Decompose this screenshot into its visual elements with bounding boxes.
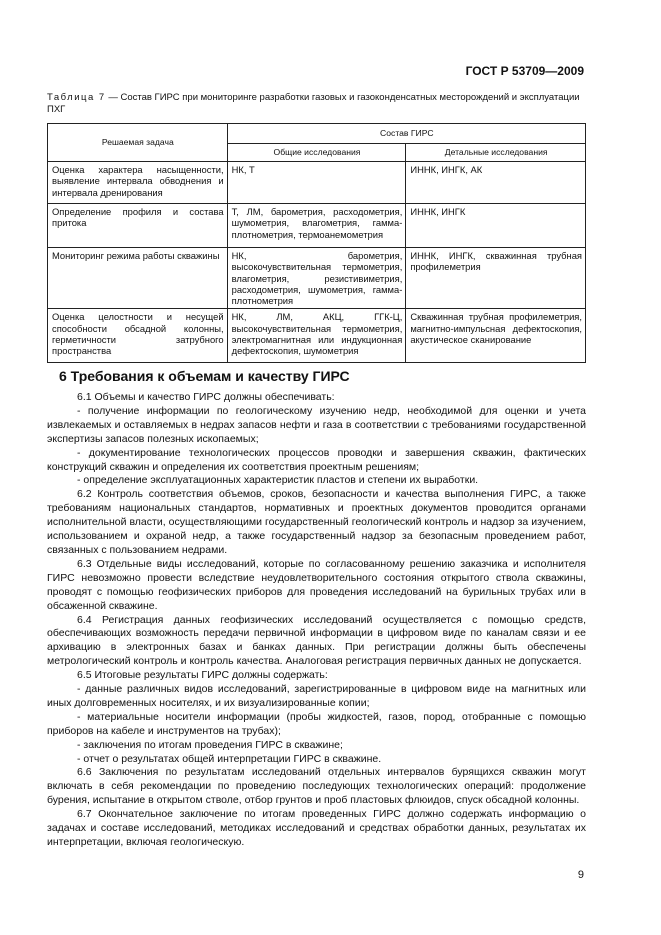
header-detailed: Детальные исследования — [406, 144, 586, 162]
paragraph: 6.1 Объемы и качество ГИРС должны обеспечивать: — [77, 391, 335, 403]
paragraph: 6.5 Итоговые результаты ГИРС должны содержать: — [77, 669, 328, 682]
section-title: 6 Требования к объемам и качеству ГИРС — [59, 368, 350, 384]
paragraph: - отчет о результатах общей интерпретации ГИРС в скважине. — [77, 752, 382, 765]
cell-task: Оценка характера насыщенности, выявление интервала обводнения и интервала дренирования — [48, 162, 228, 204]
paragraph: 6.6 Заключения по результатам исследований отдельных интервалов бурящихся скважин могут включать в себя рекомендации по проведению последующих технологических операций: продолжение бурения, испытание в открытом стволе, отбор грунтов и проб пластовых флюидов, спуск обсадной колонны. — [47, 766, 586, 807]
table-row — [48, 248, 586, 309]
cell-detailed: ИННК, ИНГК — [406, 204, 586, 248]
cell-detailed: Скважинная трубная профилеметрия, магнитно-импульсная дефектоскопия, акустическое сканирование — [406, 309, 586, 363]
paragraph: - данные различных видов исследований, зарегистрированные в цифровом виде на магнитных или иных долговременных носителях, и их визуализированные копии; — [47, 683, 586, 709]
header-composition: Состав ГИРС — [227, 124, 585, 144]
girs-composition-table — [47, 123, 586, 363]
paragraph: 6.4 Регистрация данных геофизических исследований осуществляется с помощью средств, обеспечивающих возможность передачи первичной информации в цифровом виде по каналам связи и ее архивацию в электронных базах и банках данных. При регистрации должны быть обеспечены метрологический контроль и контроль качества. Аналоговая регистрация первичных данных не допускается. — [47, 613, 586, 668]
cell-task: Определение профиля и состава притока — [48, 204, 228, 248]
standard-number: ГОСТ Р 53709—2009 — [465, 64, 584, 78]
paragraph: 6.3 Отдельные виды исследований, которые по согласованному решению заказчика и исполнителя ГИРС невозможно провести вследствие неудовлетворительного состояния открытого ствола скважины, проводят с помощью геофизических приборов для проведения исследований на бурильных трубах или в обсаженной скважине. — [47, 557, 586, 612]
paragraph: - получение информации по геологическому изучению недр, необходимой для оценки и учета извлекаемых и оставляемых в недрах запасов нефти и газа в соответствии с требованиями государственной экспертизы запасов полезных ископаемых; — [47, 404, 586, 445]
paragraph: - заключения по итогам проведения ГИРС в скважине; — [77, 738, 343, 751]
table-caption — [47, 92, 585, 116]
cell-task: Мониторинг режима работы скважины — [48, 248, 228, 309]
header-task: Решаемая задача — [48, 124, 228, 162]
cell-detailed: ИННК, ИНГК, АК — [406, 162, 586, 204]
paragraph: - материальные носители информации (пробы жидкостей, газов, пород, отобранные с помощью приборов на кабеле и инструментов на трубах); — [47, 710, 586, 737]
paragraph: 6.7 Окончательное заключение по итогам проведенных ГИРС должно содержать информацию о задачах и составе исследований, методиках исследований и средствах обработки данных, результатах их интерпретации, включая геологическую. — [47, 808, 586, 848]
header-general: Общие исследования — [227, 144, 406, 162]
paragraph: 6.2 Контроль соответствия объемов, сроков, безопасности и качества выполнения ГИРС, а также требованиям национальных стандартов, нормативных и проектных документов проводится органами исполнительной власти, осуществляющими государственный геологический контроль и надзор за изучением, использованием и охраной недр, а также государственный надзор за безопасным проведением работ, связанных с пользованием недрами. — [47, 488, 586, 556]
cell-detailed: ИННК, ИНГК, скважинная трубная профилеметрия — [406, 248, 586, 309]
table-caption-text: — Состав ГИРС при мониторинге разработки газовых и газоконденсатных месторождений и эксплуатации ПХГ — [47, 92, 580, 115]
section-body — [47, 391, 586, 850]
cell-task: Оценка целостности и несущей способности обсадной колонны, герметичности затрубного пространства — [48, 309, 228, 363]
cell-general: НК, ЛМ, АКЦ, ГГК-Ц, высокочувствительная термометрия, электромагнитная или индукционная дефектоскопия, шумометрия — [227, 309, 406, 363]
paragraph: - документирование технологических процессов проводки и завершения скважин, фактических конструкций скважин и определения их соответствия проектным решениям; — [47, 446, 586, 473]
table-row — [48, 309, 586, 363]
cell-general: НК, Т — [227, 162, 406, 204]
cell-general: Т, ЛМ, барометрия, расходометрия, шумометрия, влагометрия, гамма-плотнометрия, термоанемометрия — [227, 204, 406, 248]
paragraph: - определение эксплуатационных характеристик пластов и степени их выработки. — [77, 474, 479, 487]
table-row — [48, 162, 586, 204]
page-number: 9 — [577, 869, 584, 881]
table-row — [48, 204, 586, 248]
table-caption-label: Таблица 7 — [47, 92, 106, 103]
cell-general: НК, барометрия, высокочувствительная термометрия, влагометрия, резистивиметрия, расходометрия, шумометрия, гамма-плотнометрия — [227, 248, 406, 309]
